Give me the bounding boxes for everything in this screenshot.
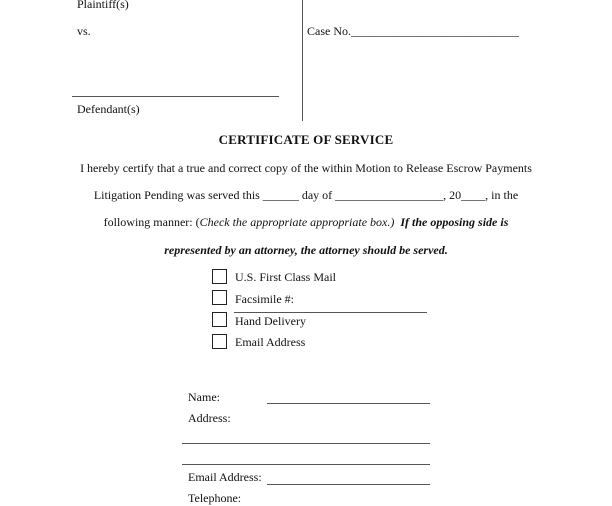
attorney-note: represented by an attorney, the attorney should be served. xyxy=(164,243,448,257)
checkbox-first-class-mail[interactable] xyxy=(212,269,227,284)
checkbox-hand-delivery[interactable] xyxy=(212,312,227,327)
opposing-side-note: If the opposing side is xyxy=(394,215,509,229)
checkbox-email-address[interactable] xyxy=(212,334,227,349)
defendant-label: Defendant(s) xyxy=(77,102,140,116)
address-line-2[interactable] xyxy=(182,464,430,465)
option-hand-delivery-label: Hand Delivery xyxy=(235,314,306,328)
name-line[interactable] xyxy=(267,403,430,404)
vs-label: vs. xyxy=(77,24,91,38)
manner-text: following manner: ( xyxy=(103,215,200,229)
case-no-text: Case No. xyxy=(307,24,351,38)
plaintiff-label: Plaintiff(s) xyxy=(77,0,129,11)
address-line-1[interactable] xyxy=(182,443,430,444)
case-no-blank[interactable]: ____________________________ xyxy=(351,24,519,38)
address-label: Address: xyxy=(188,411,231,425)
certificate-line-2: Litigation Pending was served this ______ day of __________________, 20____, in the xyxy=(93,188,519,202)
option-first-class-mail-label: U.S. First Class Mail xyxy=(235,270,337,284)
option-facsimile-label: Facsimile #: xyxy=(235,292,294,306)
checkbox-facsimile[interactable] xyxy=(212,290,227,305)
defendant-name-line xyxy=(72,96,279,97)
case-no-label xyxy=(307,24,519,39)
manner-instruction: Check the appropriate appropriate box.) xyxy=(199,215,395,229)
certificate-line-3 xyxy=(0,215,612,230)
email-address-label: Email Address: xyxy=(188,470,262,484)
telephone-label: Telephone: xyxy=(188,491,242,505)
caption-divider xyxy=(302,0,303,121)
name-label: Name: xyxy=(188,390,220,404)
email-address-line[interactable] xyxy=(267,484,430,485)
option-email-address-label: Email Address xyxy=(235,335,306,349)
certificate-line-1: I hereby certify that a true and correct copy of the within Motion to Release Escrow Payments xyxy=(80,161,532,175)
certificate-title: CERTIFICATE OF SERVICE xyxy=(218,132,394,147)
facsimile-number-line[interactable] xyxy=(234,312,427,313)
